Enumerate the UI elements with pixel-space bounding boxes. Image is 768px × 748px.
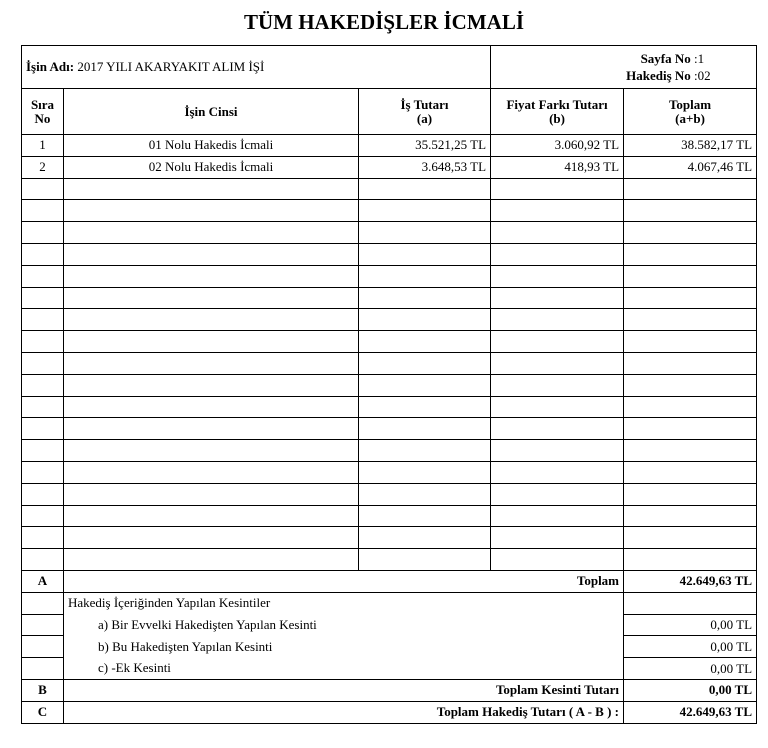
empty-cell	[359, 200, 491, 222]
col-header-line: (a)	[416, 110, 433, 126]
empty-cell	[22, 222, 64, 244]
empty-cell	[624, 287, 757, 309]
empty-table-row	[22, 287, 757, 309]
table-row	[22, 156, 757, 178]
deduction-row	[22, 614, 757, 636]
empty-table-row	[22, 440, 757, 462]
job-name-cell	[22, 46, 491, 89]
empty-cell	[64, 461, 359, 483]
empty-cell	[22, 505, 64, 527]
empty-cell	[624, 483, 757, 505]
deduction-row	[22, 658, 757, 680]
c-label: Toplam Hakediş Tutarı ( A - B ) :	[64, 701, 624, 723]
c-value: 42.649,63 TL	[624, 701, 757, 723]
col-header-line: (b)	[549, 110, 565, 126]
empty-cell	[359, 483, 491, 505]
empty-table-row	[22, 396, 757, 418]
b-label: Toplam Kesinti Tutarı	[64, 679, 624, 701]
empty-cell	[64, 396, 359, 418]
empty-cell	[491, 222, 624, 244]
page-no-label: Sayfa No	[640, 51, 691, 66]
empty-table-row	[22, 178, 757, 200]
empty-cell	[64, 440, 359, 462]
row-no: 1	[22, 135, 64, 157]
empty-cell	[64, 418, 359, 440]
empty-cell	[22, 352, 64, 374]
empty-cell	[359, 265, 491, 287]
col-header-line: No	[34, 110, 51, 126]
empty-cell	[359, 461, 491, 483]
empty-cell	[359, 222, 491, 244]
empty-cell	[491, 418, 624, 440]
empty-cell	[22, 200, 64, 222]
empty-cell	[624, 592, 757, 614]
empty-cell	[359, 440, 491, 462]
hakedis-no-value: :02	[694, 68, 711, 83]
empty-cell	[624, 527, 757, 549]
deduction-row	[22, 636, 757, 658]
empty-table-row	[22, 418, 757, 440]
empty-cell	[491, 505, 624, 527]
empty-cell	[22, 243, 64, 265]
a-label: Toplam	[64, 570, 624, 592]
empty-cell	[624, 200, 757, 222]
empty-table-row	[22, 461, 757, 483]
empty-cell	[624, 440, 757, 462]
row-name: 02 Nolu Hakedis İcmali	[64, 156, 359, 178]
deductions-heading-row	[22, 592, 757, 614]
page-no-value: :1	[694, 51, 705, 66]
col-header-total	[624, 89, 757, 135]
empty-table-row	[22, 483, 757, 505]
empty-cell	[22, 374, 64, 396]
empty-cell	[359, 374, 491, 396]
empty-cell	[359, 331, 491, 353]
row-total: 38.582,17 TL	[624, 135, 757, 157]
empty-cell	[624, 222, 757, 244]
empty-cell	[359, 396, 491, 418]
empty-table-row	[22, 265, 757, 287]
row-a: 35.521,25 TL	[359, 135, 491, 157]
empty-cell	[64, 374, 359, 396]
empty-cell	[491, 287, 624, 309]
empty-cell	[64, 527, 359, 549]
empty-cell	[491, 352, 624, 374]
deduction-value: 0,00 TL	[624, 614, 757, 636]
empty-cell	[22, 418, 64, 440]
empty-cell	[491, 309, 624, 331]
empty-cell	[22, 396, 64, 418]
empty-table-row	[22, 505, 757, 527]
hakedis-no-label: Hakediş No	[626, 68, 691, 83]
deduction-value: 0,00 TL	[624, 636, 757, 658]
b-value: 0,00 TL	[624, 679, 757, 701]
empty-cell	[624, 178, 757, 200]
col-header-name	[64, 89, 359, 135]
empty-cell	[64, 243, 359, 265]
empty-cell	[22, 287, 64, 309]
col-header-line: (a+b)	[675, 110, 705, 126]
deductions-heading: Hakediş İçeriğinden Yapılan Kesintiler	[64, 592, 624, 614]
empty-cell	[64, 309, 359, 331]
empty-cell	[359, 352, 491, 374]
empty-cell	[624, 461, 757, 483]
empty-cell	[624, 374, 757, 396]
b-letter: B	[22, 679, 64, 701]
row-total: 4.067,46 TL	[624, 156, 757, 178]
empty-cell	[491, 527, 624, 549]
empty-cell	[491, 200, 624, 222]
row-b: 3.060,92 TL	[491, 135, 624, 157]
page-info-cell	[491, 46, 757, 89]
empty-table-row	[22, 527, 757, 549]
empty-cell	[64, 265, 359, 287]
c-letter: C	[22, 701, 64, 723]
empty-cell	[359, 418, 491, 440]
empty-cell	[359, 243, 491, 265]
empty-cell	[491, 374, 624, 396]
empty-table-row	[22, 549, 757, 571]
empty-cell	[22, 549, 64, 571]
row-b: 418,93 TL	[491, 156, 624, 178]
col-header-line: Sıra	[30, 96, 55, 112]
empty-table-row	[22, 331, 757, 353]
col-header-line: Toplam	[668, 96, 712, 112]
empty-cell	[624, 418, 757, 440]
deduction-value: 0,00 TL	[624, 658, 757, 680]
empty-cell	[64, 287, 359, 309]
empty-cell	[22, 483, 64, 505]
empty-cell	[624, 243, 757, 265]
empty-cell	[359, 178, 491, 200]
empty-cell	[359, 309, 491, 331]
empty-cell	[22, 527, 64, 549]
empty-cell	[22, 614, 64, 636]
empty-cell	[491, 461, 624, 483]
row-no: 2	[22, 156, 64, 178]
col-header-b	[491, 89, 624, 135]
empty-cell	[624, 265, 757, 287]
total-b-row	[22, 679, 757, 701]
summary-table	[21, 45, 757, 724]
empty-cell	[22, 461, 64, 483]
header-info-row	[22, 46, 757, 89]
empty-table-row	[22, 200, 757, 222]
deduction-label: c) -Ek Kesinti	[64, 658, 624, 680]
empty-cell	[624, 549, 757, 571]
empty-table-row	[22, 352, 757, 374]
empty-cell	[624, 396, 757, 418]
empty-table-row	[22, 243, 757, 265]
col-header-line: İşin Cinsi	[184, 103, 238, 119]
empty-cell	[64, 331, 359, 353]
empty-cell	[359, 549, 491, 571]
empty-cell	[491, 549, 624, 571]
empty-table-row	[22, 222, 757, 244]
empty-cell	[624, 331, 757, 353]
column-header-row	[22, 89, 757, 135]
empty-cell	[359, 287, 491, 309]
total-a-row	[22, 570, 757, 592]
job-label: İşin Adı:	[26, 59, 75, 74]
empty-cell	[359, 505, 491, 527]
empty-cell	[491, 243, 624, 265]
empty-cell	[359, 527, 491, 549]
a-value: 42.649,63 TL	[624, 570, 757, 592]
empty-cell	[491, 331, 624, 353]
empty-cell	[64, 483, 359, 505]
empty-cell	[491, 265, 624, 287]
empty-cell	[22, 592, 64, 614]
empty-cell	[22, 178, 64, 200]
table-row	[22, 135, 757, 157]
total-c-row	[22, 701, 757, 723]
deduction-label: b) Bu Hakedişten Yapılan Kesinti	[64, 636, 624, 658]
deduction-label: a) Bir Evvelki Hakedişten Yapılan Kesinti	[64, 614, 624, 636]
empty-cell	[491, 396, 624, 418]
empty-cell	[64, 200, 359, 222]
row-a: 3.648,53 TL	[359, 156, 491, 178]
empty-table-row	[22, 309, 757, 331]
job-value: 2017 YILI AKARYAKIT ALIM İŞİ	[77, 59, 265, 74]
empty-cell	[64, 222, 359, 244]
empty-cell	[624, 309, 757, 331]
document-title: TÜM HAKEDİŞLER İCMALİ	[243, 10, 525, 34]
empty-cell	[22, 658, 64, 680]
empty-cell	[491, 440, 624, 462]
empty-cell	[22, 309, 64, 331]
empty-cell	[64, 352, 359, 374]
empty-cell	[22, 265, 64, 287]
empty-cell	[64, 505, 359, 527]
col-header-no	[22, 89, 64, 135]
empty-cell	[64, 549, 359, 571]
empty-cell	[491, 178, 624, 200]
empty-cell	[22, 331, 64, 353]
col-header-line: İş Tutarı	[400, 96, 449, 112]
empty-cell	[624, 352, 757, 374]
col-header-line: Fiyat Farkı Tutarı	[506, 96, 608, 112]
empty-cell	[624, 505, 757, 527]
empty-cell	[22, 636, 64, 658]
empty-table-row	[22, 374, 757, 396]
empty-cell	[22, 440, 64, 462]
col-header-a	[359, 89, 491, 135]
row-name: 01 Nolu Hakedis İcmali	[64, 135, 359, 157]
a-letter: A	[22, 570, 64, 592]
empty-cell	[64, 178, 359, 200]
empty-cell	[491, 483, 624, 505]
